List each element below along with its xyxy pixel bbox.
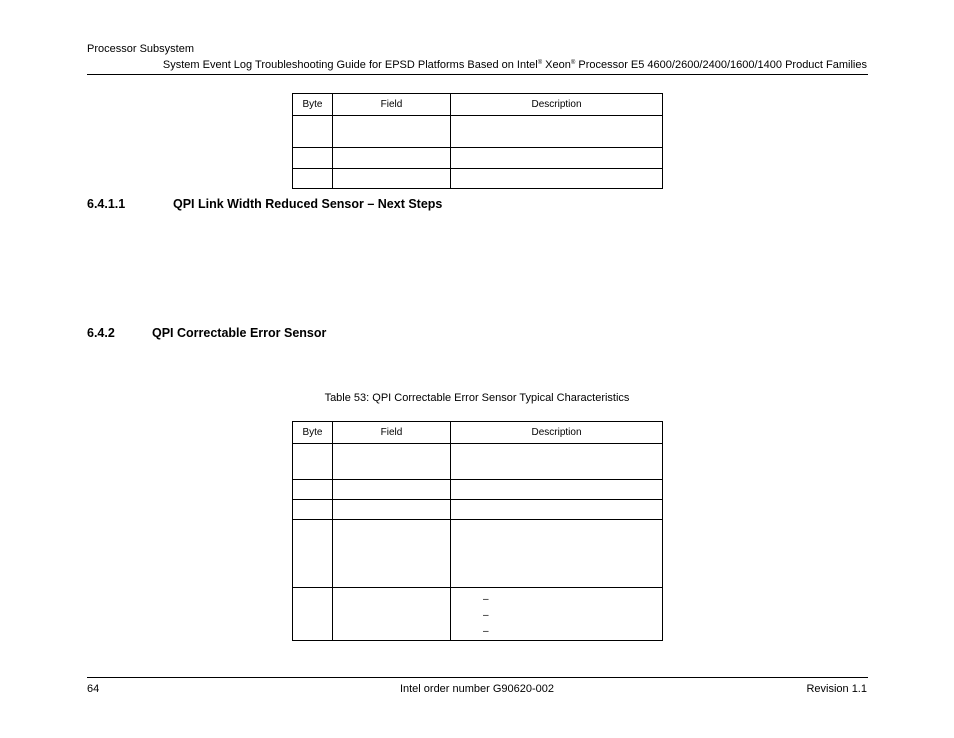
table-row xyxy=(293,116,663,148)
list-item: – xyxy=(483,610,489,621)
table-row xyxy=(293,169,663,189)
running-header-title: System Event Log Troubleshooting Guide for EPSD Platforms Based on Intel® Xeon® Processor E5 4600/2600/2400/1600/1400 Product Families xyxy=(162,59,867,71)
table-row xyxy=(293,480,663,500)
table-header-description: Description xyxy=(451,94,663,116)
section-heading-6-4-2: 6.4.2 QPI Correctable Error Sensor xyxy=(87,326,327,340)
revision: Revision 1.1 xyxy=(806,683,867,695)
table-row xyxy=(293,520,663,588)
table-row xyxy=(293,588,663,641)
header-rule xyxy=(87,74,868,75)
footer-rule xyxy=(87,677,868,678)
table-header-description: Description xyxy=(451,422,663,444)
table-header-byte: Byte xyxy=(293,422,333,444)
list-item: – xyxy=(483,594,489,605)
list-item: – xyxy=(483,626,489,637)
table-header-field: Field xyxy=(333,94,451,116)
section-heading-6-4-1-1: 6.4.1.1 QPI Link Width Reduced Sensor – Next Steps xyxy=(87,197,443,211)
table-header-byte: Byte xyxy=(293,94,333,116)
table-row xyxy=(293,148,663,169)
table-header-field: Field xyxy=(333,422,451,444)
table-row xyxy=(293,500,663,520)
dash-list xyxy=(455,588,658,640)
order-number: Intel order number G90620-002 xyxy=(399,683,555,695)
table-53 xyxy=(292,421,663,641)
table-row xyxy=(293,444,663,480)
continued-table xyxy=(292,93,663,189)
page-number: 64 xyxy=(87,683,100,695)
running-header-section: Processor Subsystem xyxy=(87,43,194,55)
table-caption: Table 53: QPI Correctable Error Sensor Typical Characteristics xyxy=(324,392,630,404)
